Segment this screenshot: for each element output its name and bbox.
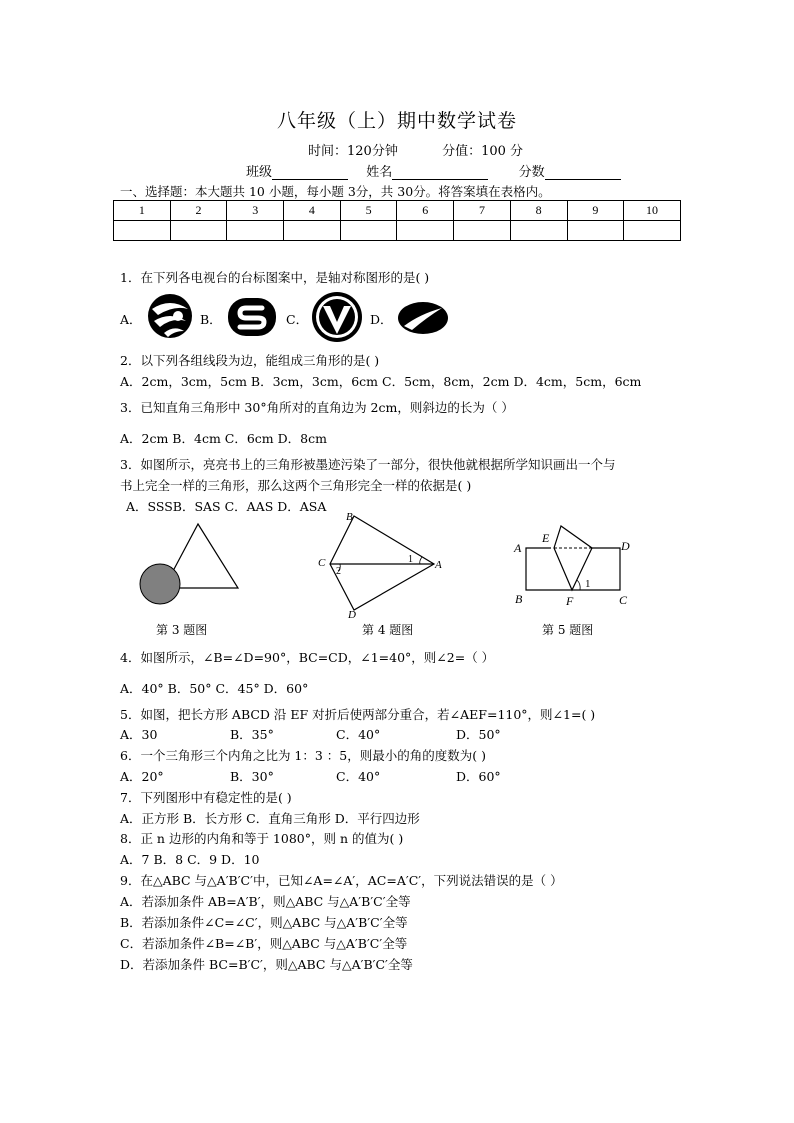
fig4-label-c: C (318, 557, 326, 569)
q3b-options: A．SSSB．SAS C．AAS D．ASA (126, 499, 327, 514)
answer-table-input-row (114, 221, 681, 241)
figure-4-caption: 第 4 题图 (362, 623, 414, 637)
answer-header: 10 (624, 201, 681, 221)
q9-opt-c: C．若添加条件∠B=∠B′，则△ABC 与△A′B′C′全等 (120, 936, 408, 951)
answer-header: 7 (454, 201, 511, 221)
q7-stem: 7．下列图形中有稳定性的是( ) (120, 790, 292, 805)
answer-header: 4 (284, 201, 341, 221)
fig5-label-a: A (514, 541, 522, 555)
class-blank[interactable] (272, 165, 348, 180)
figure-5-folded-rectangle (510, 520, 640, 612)
q3a-options: A．2cm B．4cm C．6cm D．8cm (120, 431, 327, 446)
answer-header: 6 (397, 201, 454, 221)
fig4-label-d: D (348, 609, 356, 621)
fig5-label-f: F (566, 594, 574, 608)
q9-opt-b: B．若添加条件∠C=∠C′，则△ABC 与△A′B′C′全等 (120, 915, 408, 930)
answer-cell[interactable] (454, 221, 511, 241)
exam-meta (308, 140, 523, 159)
q5-opt-a: A．30 (120, 727, 158, 742)
tv-logo-s-icon (226, 296, 278, 338)
answer-table (113, 200, 681, 241)
answer-cell[interactable] (567, 221, 624, 241)
answer-cell[interactable] (170, 221, 227, 241)
q6-opt-b: B．30° (230, 769, 274, 784)
answer-cell[interactable] (624, 221, 681, 241)
q7-options: A．正方形 B．长方形 C．直角三角形 D．平行四边形 (120, 811, 420, 826)
figure-3-caption: 第 3 题图 (156, 623, 208, 637)
q5-opt-c: C．40° (336, 727, 381, 742)
student-info (246, 161, 621, 180)
q3a-stem: 3．已知直角三角形中 30°角所对的直角边为 2cm，则斜边的长为（ ） (120, 400, 514, 415)
class-label: 班级 (246, 165, 273, 180)
answer-table-header-row (114, 201, 681, 221)
fig5-label-d: D (621, 539, 630, 553)
figure-5-caption: 第 5 题图 (542, 623, 594, 637)
name-blank[interactable] (392, 165, 488, 180)
q5-stem: 5．如图，把长方形 ABCD 沿 EF 对折后使两部分重合，若∠AEF=110°，则∠1=( ) (120, 707, 596, 722)
section-heading: 一、选择题：本大题共 10 小题，每小题 3分，共 30分。将答案填在表格内。 (120, 184, 551, 199)
q9-opt-d: D．若添加条件 BC=B′C′，则△ABC 与△A′B′C′全等 (120, 957, 413, 972)
exam-time: 时间：120分钟 (308, 144, 398, 159)
fig4-label-b: B (346, 511, 353, 523)
answer-cell[interactable] (114, 221, 171, 241)
figure-3-triangle-ink (134, 520, 244, 620)
q8-options: A．7 B．8 C．9 D．10 (120, 852, 260, 867)
page-title: 八年级（上）期中数学试卷 (276, 110, 517, 132)
answer-cell[interactable] (227, 221, 284, 241)
answer-cell[interactable] (284, 221, 341, 241)
figure-4-quadrilateral (314, 508, 444, 620)
fig4-angle-2: 2 (336, 566, 341, 577)
answer-header: 3 (227, 201, 284, 221)
answer-header: 1 (114, 201, 171, 221)
fig4-angle-1: 1 (408, 554, 413, 565)
q1-opt-d: D． (370, 312, 393, 327)
q3b-line2: 书上完全一样的三角形，那么这两个三角形完全一样的依据是( ) (120, 478, 472, 493)
answer-header: 9 (567, 201, 624, 221)
q5-opt-b: B．35° (230, 727, 274, 742)
tv-logo-swirl-icon (144, 291, 196, 341)
q6-opt-a: A．20° (120, 769, 164, 784)
fig4-label-a: A (435, 559, 442, 571)
q8-stem: 8．正 n 边形的内角和等于 1080°，则 n 的值为( ) (120, 831, 404, 846)
q9-opt-a: A．若添加条件 AB=A′B′，则△ABC 与△A′B′C′全等 (120, 894, 411, 909)
q6-stem: 6．一个三角形三个内角之比为 1：3 ：5，则最小的角的度数为( ) (120, 748, 486, 763)
fig5-label-c: C (619, 593, 628, 607)
score-blank[interactable] (545, 165, 621, 180)
exam-score-total: 分值：100 分 (442, 144, 524, 159)
answer-header: 2 (170, 201, 227, 221)
q2-stem: 2．以下列各组线段为边，能组成三角形的是( ) (120, 353, 380, 368)
answer-cell[interactable] (340, 221, 397, 241)
answer-cell[interactable] (510, 221, 567, 241)
name-label: 姓名 (366, 165, 393, 180)
tv-logo-v-icon (310, 290, 364, 344)
q1-opt-b: B． (200, 312, 222, 327)
fig5-label-b: B (515, 592, 523, 606)
q4-options: A．40° B．50° C．45° D．60° (120, 681, 309, 696)
score-label: 分数 (518, 165, 545, 180)
answer-header: 5 (340, 201, 397, 221)
q1-stem: 1．在下列各电视台的台标图案中，是轴对称图形的是( ) (120, 270, 430, 285)
tv-logo-leaf-icon (396, 300, 450, 336)
q4-stem: 4．如图所示，∠B=∠D=90°，BC=CD，∠1=40°，则∠2=（ ） (120, 650, 495, 665)
answer-cell[interactable] (397, 221, 454, 241)
q5-opt-d: D．50° (456, 727, 501, 742)
q2-options: A．2cm，3cm，5cm B．3cm，3cm，6cm C．5cm，8cm，2cm D．4cm，5cm，6cm (120, 374, 642, 389)
q1-opt-c: C． (286, 312, 309, 327)
answer-header: 8 (510, 201, 567, 221)
q9-stem: 9．在△ABC 与△A′B′C′中，已知∠A=∠A′，AC=A′C′，下列说法错误的是（ ） (120, 873, 563, 888)
q1-opt-a: A． (120, 312, 142, 327)
q6-opt-d: D．60° (456, 769, 501, 784)
q6-opt-c: C．40° (336, 769, 381, 784)
q3b-line1: 3．如图所示，亮亮书上的三角形被墨迹污染了一部分，很快他就根据所学知识画出一个与 (120, 457, 616, 472)
fig5-angle-1: 1 (585, 578, 591, 590)
fig5-label-e: E (542, 531, 550, 545)
